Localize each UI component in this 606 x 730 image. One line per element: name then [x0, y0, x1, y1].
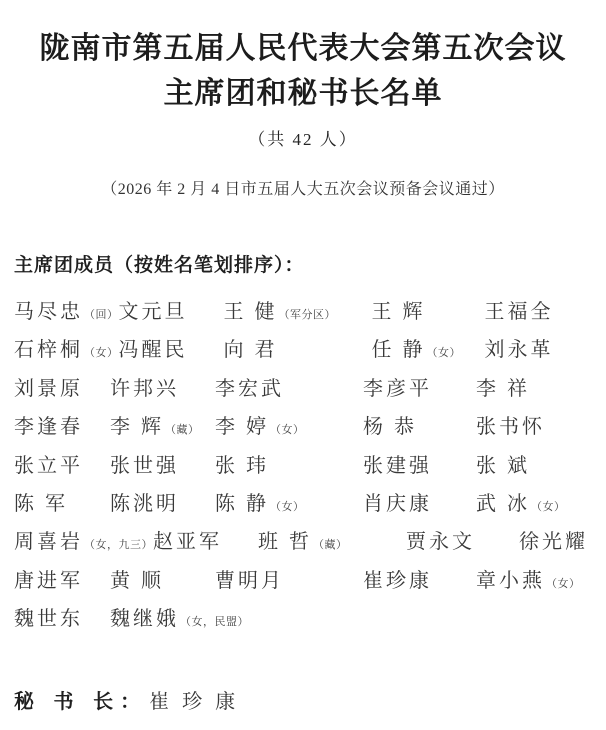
member-cell [476, 485, 566, 526]
member-cell [14, 600, 110, 640]
member-note: （女） [426, 347, 461, 360]
member-name: 张立平 [14, 454, 83, 477]
member-name: 徐光耀 [519, 531, 588, 554]
member-name: 杨 恭 [363, 416, 417, 439]
member-name: 李 婷 [215, 416, 269, 439]
member-cell [258, 523, 406, 564]
member-cell [153, 523, 258, 563]
member-name: 魏世东 [14, 608, 83, 631]
page-title [14, 26, 592, 116]
member-row [14, 523, 592, 561]
member-cell [110, 562, 215, 602]
member-name: 李 祥 [476, 377, 530, 400]
member-name: 许邦兴 [110, 377, 179, 400]
member-cell [215, 408, 363, 449]
member-name: 文元旦 [118, 301, 188, 323]
member-cell [110, 370, 215, 410]
member-name: 班 哲 [258, 531, 312, 554]
member-row [14, 370, 592, 408]
member-cell [119, 293, 224, 333]
member-name: 张建强 [363, 454, 432, 477]
member-row [14, 331, 592, 369]
members-grid [14, 293, 592, 639]
member-name: 石梓桐 [14, 339, 83, 362]
member-count: （共 42 人） [248, 130, 358, 149]
member-cell [476, 447, 530, 487]
member-cell [110, 447, 215, 487]
member-row [14, 485, 592, 523]
member-name: 唐进军 [14, 569, 83, 592]
member-cell [363, 447, 476, 487]
member-name: 李彦平 [363, 377, 432, 400]
member-cell [14, 562, 110, 602]
member-row [14, 293, 592, 331]
member-name: 王 辉 [371, 301, 426, 323]
member-note: （女） [270, 500, 305, 513]
member-note: （藏） [165, 424, 200, 437]
member-name: 王福全 [484, 301, 554, 323]
member-name: 武 冰 [476, 492, 530, 515]
member-cell [14, 408, 110, 448]
member-name: 李逢春 [14, 416, 83, 439]
member-cell [14, 331, 119, 372]
member-name: 章小燕 [476, 569, 545, 592]
page-title-line2: 主席团和秘书长名单 [163, 77, 443, 110]
member-cell [215, 562, 363, 602]
member-note: （女，九三） [84, 539, 153, 552]
member-cell [224, 293, 372, 334]
member-cell [363, 562, 476, 602]
member-name: 向 君 [223, 339, 278, 362]
member-cell [476, 370, 530, 410]
member-cell [14, 370, 110, 410]
member-cell [363, 408, 476, 448]
member-cell [224, 331, 372, 371]
secretary-label: 秘 书 长： [14, 690, 148, 713]
member-cell [363, 485, 476, 525]
member-name: 马尽忠 [14, 301, 83, 323]
member-note: （回） [84, 309, 119, 321]
member-name: 周喜岩 [14, 531, 83, 554]
member-name: 刘景原 [14, 377, 83, 400]
member-name: 贾永文 [406, 531, 475, 554]
page-title-line1: 陇南市第五届人民代表大会第五次会议 [39, 32, 567, 65]
member-name: 李宏武 [215, 377, 284, 400]
member-cell [406, 523, 519, 563]
member-name: 肖庆康 [363, 492, 432, 515]
member-cell [476, 562, 581, 603]
member-cell [372, 293, 485, 333]
member-name: 魏继娥 [110, 608, 179, 631]
member-row [14, 447, 592, 485]
member-cell [215, 370, 363, 410]
member-note: （藏） [313, 539, 348, 552]
member-cell [519, 523, 588, 563]
member-name: 冯醒民 [118, 339, 188, 362]
member-name: 陈 静 [215, 492, 269, 515]
member-name: 崔珍康 [363, 569, 432, 592]
member-cell [110, 408, 215, 449]
member-note: （军分区） [278, 309, 336, 321]
member-cell [110, 600, 249, 641]
secretary-line [14, 685, 592, 714]
presidium-section-header: 主席团成员（按姓名笔划排序）： [14, 255, 305, 276]
member-note: （女） [546, 577, 581, 590]
member-name: 曹明月 [215, 569, 284, 592]
member-note: （女） [270, 424, 305, 437]
member-row [14, 408, 592, 446]
member-name: 李 辉 [110, 416, 164, 439]
member-row [14, 600, 592, 638]
member-cell [14, 485, 110, 525]
member-note: （女） [84, 347, 119, 360]
member-name: 王 健 [223, 301, 278, 323]
member-name: 张 玮 [215, 454, 269, 477]
secretary-name: 崔珍康 [149, 690, 249, 713]
member-name: 张书怀 [476, 416, 545, 439]
member-note: （女） [531, 500, 566, 513]
member-cell [119, 331, 224, 371]
member-name: 张 斌 [476, 454, 530, 477]
member-cell [110, 485, 215, 525]
member-cell [485, 293, 554, 333]
member-cell [363, 370, 476, 410]
member-cell [14, 447, 110, 487]
member-name: 赵亚军 [153, 531, 222, 554]
member-name: 张世强 [110, 454, 179, 477]
member-cell [215, 447, 363, 487]
member-cell [215, 485, 363, 526]
member-name: 任 静 [371, 339, 426, 362]
approval-note: （2026 年 2 月 4 日市五届人大五次会议预备会议通过） [101, 181, 505, 198]
member-note: （女，民盟） [180, 616, 249, 629]
member-name: 陈洮明 [110, 492, 179, 515]
member-name: 黄 顺 [110, 569, 164, 592]
member-name: 陈 军 [14, 492, 68, 515]
member-cell [476, 408, 545, 448]
member-cell [485, 331, 554, 371]
member-cell [14, 523, 153, 564]
member-cell [14, 293, 119, 334]
member-cell [372, 331, 485, 372]
member-name: 刘永革 [484, 339, 554, 362]
member-row [14, 562, 592, 600]
